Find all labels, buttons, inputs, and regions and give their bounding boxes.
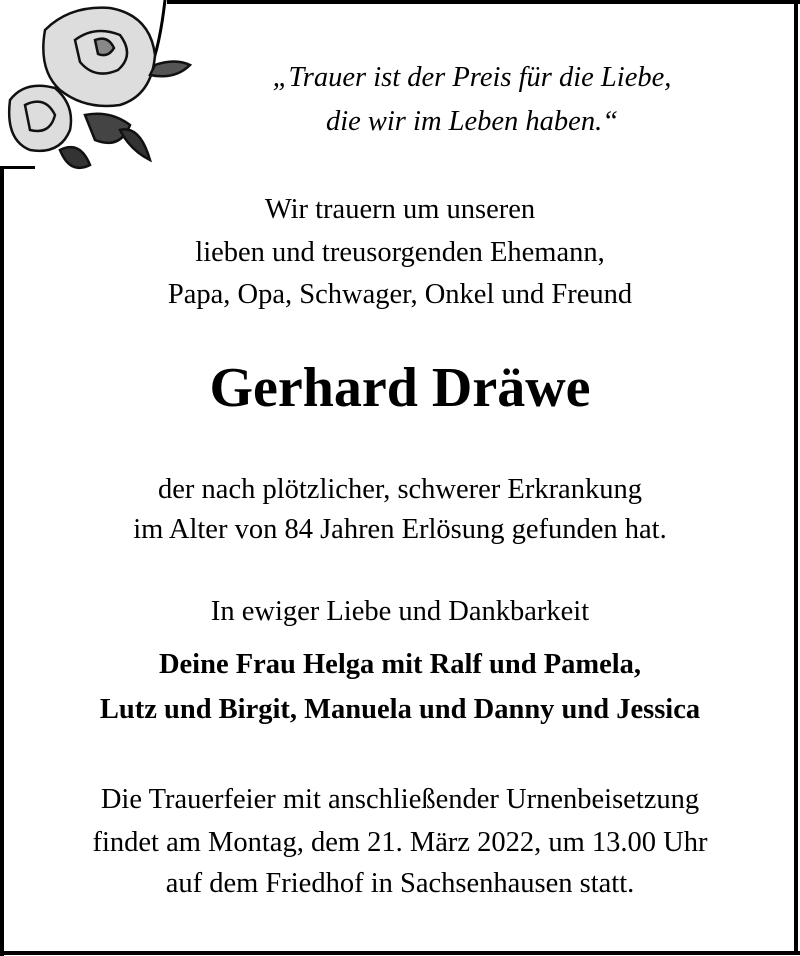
death-line-2: im Alter von 84 Jahren Erlösung gefunden hat. <box>133 514 667 545</box>
service-line-2: findet am Montag, dem 21. März 2022, um 13.00 Uhr <box>92 827 708 858</box>
intro-line-2: lieben und treusorgenden Ehemann, <box>195 237 605 268</box>
border-bottom <box>0 951 800 955</box>
service-line-1: Die Trauerfeier mit anschließender Urnenbeisetzung <box>100 784 700 815</box>
family-line-2: Lutz und Birgit, Manuela und Danny und Jessica <box>99 694 701 725</box>
service-line-3: auf dem Friedhof in Sachsenhausen statt. <box>165 868 635 899</box>
border-top <box>167 0 800 4</box>
deceased-name: Gerhard Dräwe <box>209 357 591 419</box>
intro-line-3: Papa, Opa, Schwager, Onkel und Freund <box>167 279 633 310</box>
family-line-1: Deine Frau Helga mit Ralf und Pamela, <box>158 649 642 680</box>
closing-line: In ewiger Liebe und Dankbarkeit <box>210 596 590 627</box>
death-line-1: der nach plötzlicher, schwerer Erkrankung <box>158 474 642 505</box>
quote-line-2: die wir im Leben haben.“ <box>325 106 619 137</box>
quote-line-1: „Trauer ist der Preis für die Liebe, <box>272 62 672 93</box>
intro-line-1: Wir trauern um unseren <box>264 194 536 225</box>
